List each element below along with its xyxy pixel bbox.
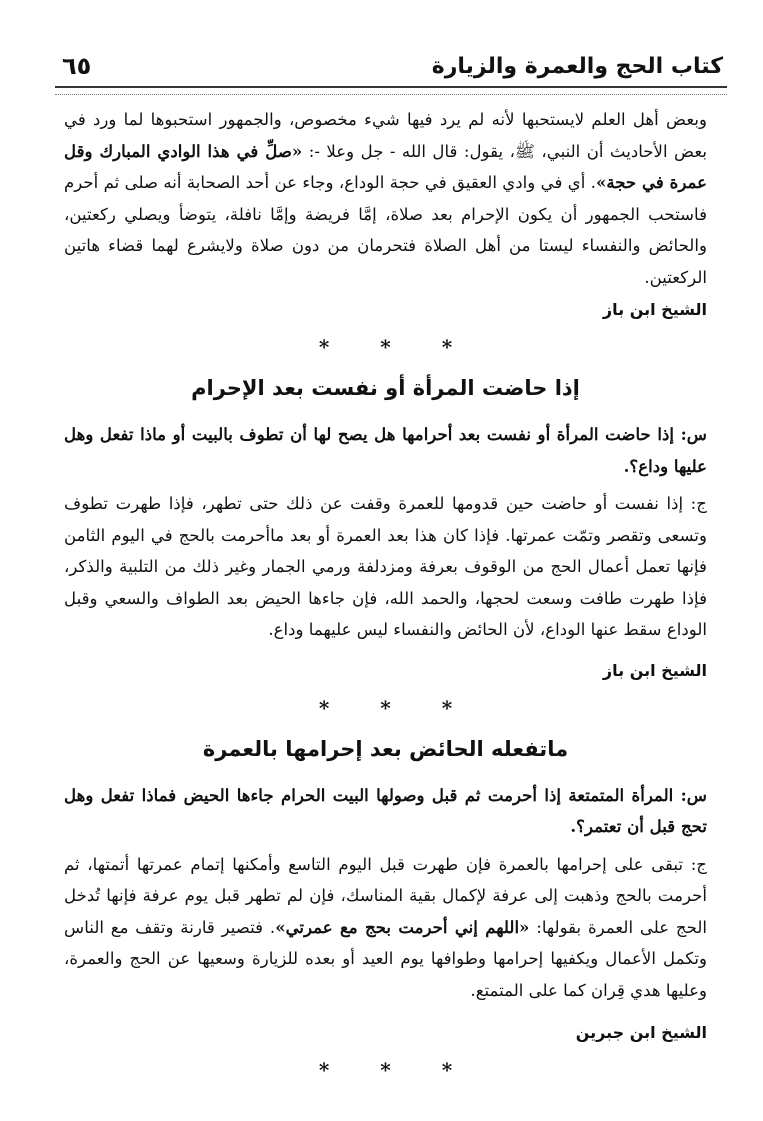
page-content (64, 104, 707, 1086)
page-number: ٦٥ (62, 52, 92, 80)
section-separator: * * * (318, 335, 475, 359)
page-header (62, 46, 723, 86)
section-title: إذا حاضت المرأة أو نفست بعد الإحرام (191, 376, 580, 400)
header-divider (55, 86, 727, 95)
sheikh-attribution: الشيخ ابن باز (602, 300, 707, 319)
book-title: كتاب الحج والعمرة والزيارة (431, 53, 723, 79)
answer-part: . فتصير قارنة وتقف مع الناس وتكمل الأعمال ويكفيها إحرامها وطوافها يوم العيد أو بعده للزيارة وسعيها عن الحج والعمرة، وعليها هدي قِران كما على المتمتع. (64, 917, 707, 1000)
paragraph-text: . أي في وادي العقيق في حجة الوداع، وجاء عن أحد الصحابة أنه صلى ثم أحرم فاستحب الجمهور أن يكون الإحرام بعد صلاة، إمَّا فريضة وإمَّا نافلة، يتوضأ ويصلي ركعتين، والحائض والنفساء ليستا من أهل الصلاة فتحرمان من دون صلاة ولايشرع لهما قضاء هاتين الركعتين. (64, 173, 707, 287)
answer-text (64, 849, 707, 1007)
question-text: س: إذا حاضت المرأة أو نفست بعد أحرامها هل يصح لها أن تطوف بالبيت أو ماذا تفعل وهل عليها وداع؟. (64, 424, 707, 476)
section-title: ماتفعله الحائض بعد إحرامها بالعمرة (202, 736, 569, 761)
dua-quote: «اللهم إني أحرمت بحج مع عمرتي» (275, 916, 530, 937)
section-separator: * * * (318, 1058, 475, 1082)
sheikh-attribution: الشيخ ابن باز (602, 660, 707, 680)
hadith-quote: «صلِّ في هذا الوادي المبارك وقل عمرة في حجة» (64, 140, 707, 192)
section-separator: * * * (318, 695, 475, 720)
answer-text: ج: إذا نفست أو حاضت حين قدومها للعمرة وقفت عن ذلك حتى تطهر، فإذا طهرت تطوف وتسعى وتقصر وتمّت عمرتها. فإذا كان هذا بعد العمرة أو بعد ماأحرمت بالحج في اليوم الثامن فإنها تعمل أعمال الحج من الوقوف بعرفة ومزدلفة ورمي الجمار وغير ذلك من التلبية والذكر، فإذا طهرت طافت وسعت لحجها، والحمد الله، فإن جاءها الحيض بعد الطواف والسعي وقبل الوداع سقط عنها الوداع، لأن الحائض والنفساء ليس عليهما وداع. (64, 494, 707, 639)
question-text: س: المرأة المتمتعة إذا أحرمت ثم قبل وصولها البيت الحرام جاءها الحيض فماذا تفعل وهل تحج قبل أن تعتمر؟. (64, 784, 707, 836)
paragraph-text: وبعض أهل العلم لايستحبها لأنه لم يرد فيها شيء مخصوص، والجمهور استحبوها لما ورد في بعض الأحاديث أن النبي، ﷺ، يقول: قال الله - جل وعلا -: (64, 110, 708, 161)
paragraph-ihram-prayer (64, 104, 707, 293)
answer-part: ج: تبقى على إحرامها بالعمرة فإن طهرت قبل اليوم التاسع وأمكنها إتمام عمرتها أتمتها، ثم أحرمت بالحج وذهبت إلى عرفة لإكمال بقية المناسك، فإن لم تطهر قبل يوم عرفة فإنها تُدخل الحج على العمرة بقولها: (64, 854, 707, 937)
sheikh-attribution: الشيخ ابن جبرين (575, 1023, 707, 1042)
